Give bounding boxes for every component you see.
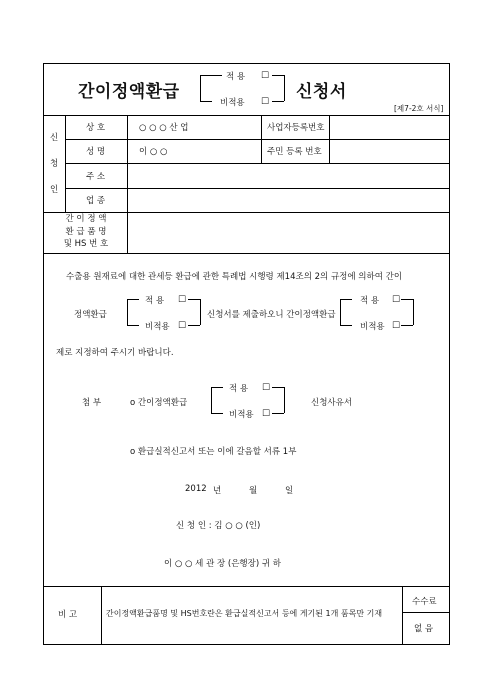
item-label-line-3: 및 HS 번 호: [63, 239, 109, 249]
applicant-label-2: 청: [50, 159, 59, 169]
remarks-top-line: [43, 586, 450, 587]
attachment-item-1: ο 간이정액환급: [130, 398, 188, 408]
signature-line[interactable]: 신 청 인 : 김 ○ ○ (인): [176, 521, 261, 531]
body-option-2-applicable: 적 용: [360, 296, 380, 306]
body-checkbox-1-nonapplicable[interactable]: □: [178, 320, 187, 330]
date-day-unit: 일: [285, 486, 294, 496]
body-line-2-mid: 신청서를 제출하오니 간이정액환급: [207, 310, 336, 320]
title-checkbox-applicable[interactable]: □: [261, 70, 270, 80]
body-checkbox-2-nonapplicable[interactable]: □: [392, 320, 401, 330]
body-option-1-applicable: 적 용: [145, 296, 165, 306]
title-checkbox-nonapplicable[interactable]: □: [261, 96, 270, 106]
addressee-line: 이 ○ ○ 세 관 장 (은행장) 귀 하: [164, 559, 281, 569]
body-option-1-nonapplicable: 비적용: [145, 322, 170, 332]
title-option-applicable: 적 용: [226, 72, 246, 82]
form-number: [제7-2호 서식]: [394, 104, 444, 113]
form-title-left: 간이정액환급: [78, 82, 180, 102]
resident-no-label: 주민 등록 번호: [267, 147, 322, 157]
date-month-unit: 월: [249, 486, 258, 496]
attachment-option-applicable: 적 용: [229, 384, 249, 394]
biz-reg-label: 사업자등록번호: [267, 123, 325, 133]
attachment-item-2: ο 환급실적신고서 또는 이에 갈음할 서류 1부: [130, 447, 297, 457]
fee-label: 수수료: [412, 597, 437, 607]
name-label: 성 명: [86, 147, 106, 157]
attachment-item-1-suffix: 신청사유서: [311, 398, 353, 408]
address-label: 주 소: [86, 172, 106, 182]
date-year-unit: 년: [213, 486, 222, 496]
date-year[interactable]: 2012: [185, 484, 207, 494]
body-option-2-nonapplicable: 비적용: [360, 322, 385, 332]
remarks-label: 비 고: [58, 610, 78, 620]
name-value[interactable]: 이 ○ ○: [139, 147, 168, 157]
item-label: [50, 213, 122, 251]
item-label-line-1: 간 이 정 액: [65, 214, 107, 224]
attachment-label: 첨 부: [82, 398, 102, 408]
body-line-2-left: 정액환급: [74, 310, 107, 320]
applicant-label-1: 신: [50, 133, 59, 143]
trade-name-value[interactable]: ○ ○ ○ 산 업: [139, 123, 189, 133]
fee-value: 없 음: [414, 624, 434, 634]
attachment-checkbox-applicable[interactable]: □: [262, 382, 271, 392]
trade-name-label: 상 호: [86, 123, 106, 133]
body-checkbox-2-applicable[interactable]: □: [392, 294, 401, 304]
attachment-checkbox-nonapplicable[interactable]: □: [262, 408, 271, 418]
table-top-line: [43, 115, 450, 116]
item-label-line-2: 환 급 품 명: [65, 226, 107, 237]
remarks-text: 간이정액환급품명 및 HS번호란은 환급실적신고서 등에 게기된 1개 품목만 기재: [106, 609, 383, 618]
body-checkbox-1-applicable[interactable]: □: [178, 294, 187, 304]
body-line-1: 수출용 원재료에 대한 관세등 환급에 관한 특례법 시행령 제14조의 2의 규정에 의하여 간이: [66, 272, 403, 282]
form-title-right: 신청서: [296, 82, 347, 102]
attachment-option-nonapplicable: 비적용: [229, 410, 254, 420]
body-line-3: 제로 지정하여 주시기 바랍니다.: [56, 348, 174, 358]
business-type-label: 업 종: [86, 196, 106, 206]
title-option-nonapplicable: 비적용: [220, 98, 245, 108]
applicant-label-3: 인: [50, 185, 59, 195]
